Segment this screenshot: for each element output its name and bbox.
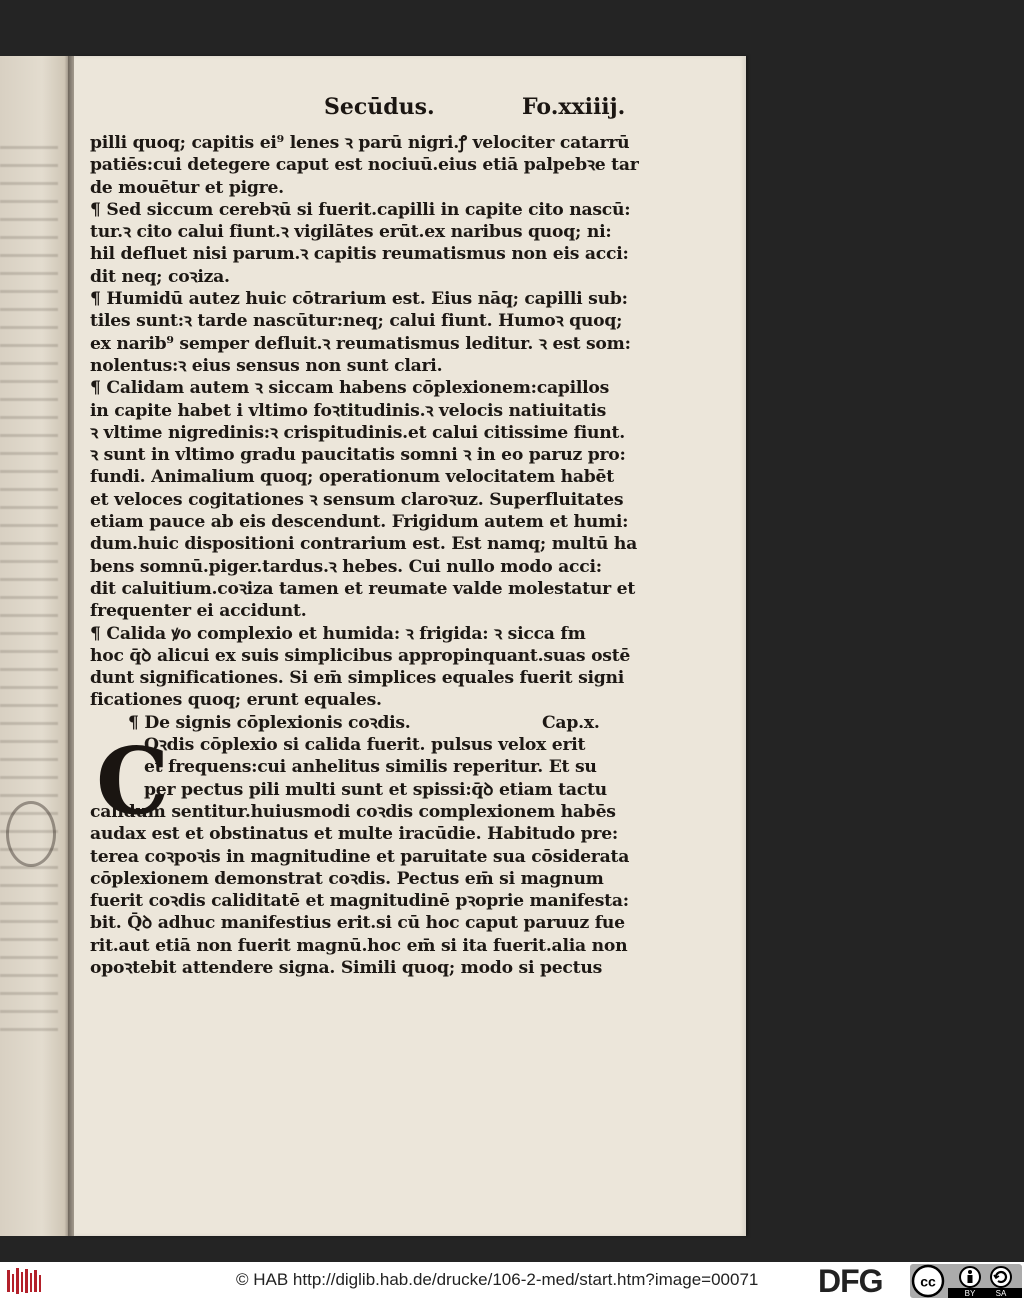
text-line: patiēs:cui detegere caput est nociuū.eius etiā palpebꝛe tar (90, 155, 639, 176)
library-stamp-bleed (6, 801, 56, 867)
hab-logo-icon[interactable] (4, 1266, 46, 1296)
facing-page-edge (0, 56, 70, 1236)
dfg-logo[interactable]: DFG (818, 1263, 883, 1299)
text-line: tiles sunt:ꝛ tarde nascūtur:neq; calui fiunt. Humoꝛ quoq; (90, 311, 623, 332)
text-line: in capite habet i vltimo foꝛtitudinis.ꝛ velocis natiuitatis (90, 400, 607, 421)
text-line: ¶ Calida ꝟo complexio et humida: ꝛ frigida: ꝛ sicca fm (90, 623, 586, 644)
text-line: terea coꝛpoꝛis in magnitudine et paruitate sua cōsiderata (90, 846, 630, 867)
facing-page-text-bleed (0, 146, 58, 1046)
chapter-body (90, 727, 650, 979)
text-line: fuerit coꝛdis caliditatē et magnitudinē pꝛoprie manifesta: (90, 891, 629, 912)
text-line: et veloces cogitationes ꝛ sensum claroꝛuz. Superfluitates (90, 489, 624, 510)
viewer-footer (0, 1262, 1024, 1300)
chapter-number: Cap.x. (542, 712, 600, 733)
text-line: hil defluet nisi parum.ꝛ capitis reumatismus non eis acci: (90, 244, 629, 265)
svg-text:cc: cc (920, 1273, 936, 1290)
text-line: ¶ Humidū autez huic cōtrarium est. Eius nāq; capilli sub: (90, 289, 628, 310)
book-page (74, 56, 746, 1236)
cc-by-label: BY (964, 1289, 976, 1298)
text-line: bit. Q̄ꝺ adhuc manifestius erit.si cū hoc caput paruuz fue (90, 913, 625, 934)
text-line: et frequens:cui anhelitus similis reperitur. Et su (144, 757, 597, 778)
text-line: tur.ꝛ cito calui fiunt.ꝛ vigilātes erūt.ex naribus quoq; ni: (90, 222, 612, 243)
text-line: opoꝛtebit attendere signa. Simili quoq; modo si pectus (90, 957, 602, 978)
text-line: per pectus pili multi sunt et spissi:q̄ꝺ etiam tactu (144, 779, 607, 800)
main-text-block (90, 132, 650, 979)
text-line: pilli quoq; capitis ei⁹ lenes ꝛ parū nigri.ꝭ velociter catarrū (90, 133, 630, 153)
text-line: dunt significationes. Si em̄ simplices equales fuerit signi (90, 668, 625, 689)
text-line: Oꝛdis cōplexio si calida fuerit. pulsus velox erit (144, 735, 586, 756)
text-line: hoc q̄ꝺ alicui ex suis simplicibus appropinquant.suas ostē (90, 645, 631, 666)
text-line: cōplexionem demonstrat coꝛdis. Pectus em̄ si magnum (90, 868, 604, 889)
text-line: ex narib⁹ semper defluit.ꝛ reumatismus leditur. ꝛ est som: (90, 333, 631, 354)
text-line: ꝛ vltime nigredinis:ꝛ crispitudinis.et calui citissime fiunt. (90, 422, 625, 443)
text-line: dit neq; coꝛiza. (90, 266, 230, 287)
text-line: ¶ Sed siccum cerebꝛū si fuerit.capilli in capite cito nascū: (90, 199, 631, 220)
text-line: nolentus:ꝛ eius sensus non sunt clari. (90, 355, 443, 376)
running-head-title: Secūdus. (324, 94, 435, 120)
text-line: ꝛ sunt in vltimo gradu paucitatis somni ꝛ in eo paruz pro: (90, 445, 626, 466)
copyright-link[interactable]: © HAB http://diglib.hab.de/drucke/106-2-med/start.htm?image=00071 (236, 1270, 759, 1289)
chapter-heading (90, 712, 650, 734)
text-line: de mouētur et pigre. (90, 177, 284, 198)
chapter-title: ¶ De signis cōplexionis coꝛdis. (128, 712, 411, 733)
cc-by-sa-license-icon[interactable] (910, 1264, 1022, 1298)
text-line: calidum sentitur.huiusmodi coꝛdis complexionem habēs (90, 801, 616, 822)
text-line: ficationes quoq; erunt equales. (90, 690, 382, 711)
folio-number: Fo.xxiiij. (522, 94, 626, 120)
text-line: audax est et obstinatus et multe iracūdie. Habitudo pre: (90, 824, 619, 845)
text-line: etiam pauce ab eis descendunt. Frigidum autem et humi: (90, 512, 629, 533)
text-line: frequenter ei accidunt. (90, 601, 307, 622)
decorated-initial: C (96, 727, 169, 836)
text-line: ¶ Calidam autem ꝛ siccam habens cōplexionem:capillos (90, 378, 610, 399)
text-line: dit caluitium.coꝛiza tamen et reumate valde molestatur et (90, 578, 636, 599)
cc-sa-label: SA (995, 1289, 1007, 1298)
text-line: dum.huic dispositioni contrarium est. Est namq; multū ha (90, 534, 637, 555)
text-line: rit.aut etiā non fuerit magnū.hoc em̄ si ita fuerit.alia non (90, 935, 628, 956)
text-line: fundi. Animalium quoq; operationum velocitatem habēt (90, 467, 614, 488)
text-line: bens somnū.piger.tardus.ꝛ hebes. Cui nullo modo acci: (90, 556, 602, 577)
running-head (74, 94, 746, 130)
